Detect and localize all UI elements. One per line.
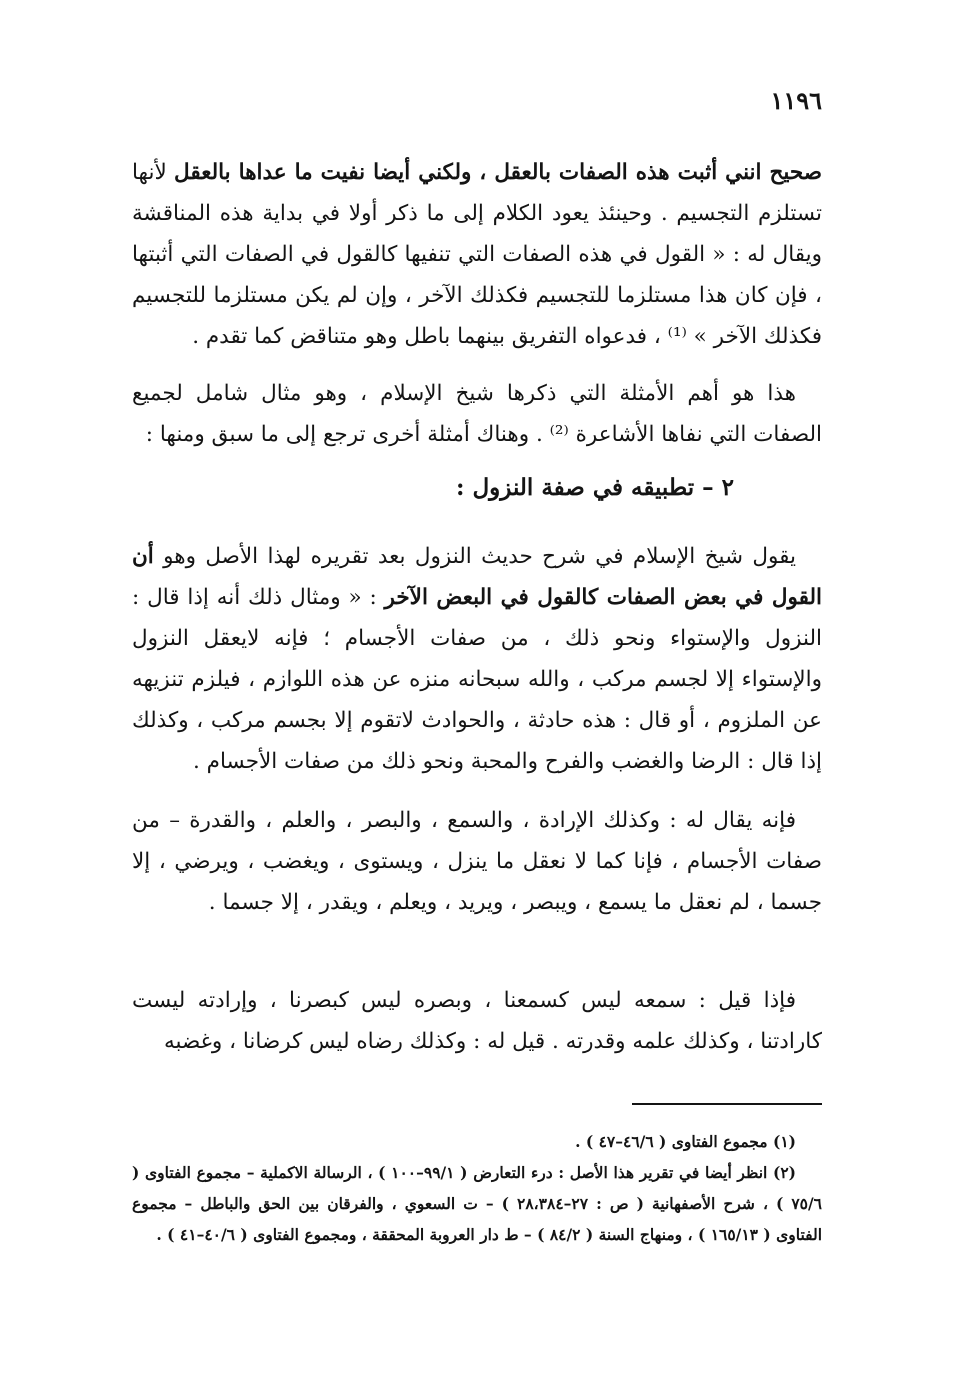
paragraph-3-rest: : « ومثال ذلك أنه إذا قال : النزول والإستواء ونحو ذلك ، من صفات الأجسام ؛ فإنه لايعقل النزول والإستواء إلا لجسم مركب ، والله سبحانه منزه عن هذه اللوازم ، فيلزم تنزيهه عن الملزوم ، أو قال : هذه حادثة ، والحوادث لاتقوم إلا بجسم مركب ، وكذلك إذا قال : الرضا والغضب والفرح والمحبة ونحو ذلك من صفات الأجسام . <box>132 585 822 774</box>
paragraph-3 <box>132 536 822 782</box>
footnote-divider <box>632 1103 822 1105</box>
footnote-2: (٢) انظر أيضا في تقرير هذا الأصل : درء التعارض ( ٩٩/١–١٠٠ ) ، الرسالة الاكملية – مجموع الفتاوى ( ٧٥/٦ ) ، شرح الأصفهانية ( ص : ٢٧–٢٨،٣٨٤ ) – ت السعوي ، والفرقان بين الحق والباطل – مجموع الفتاوى ( ١٦٥/١٣ ) ، ومنهاج السنة ( ٨٤/٢ ) – ط دار العروبة المحققة ، ومجموع الفتاوى ( ٤٠/٦–٤١ ) . <box>132 1163 822 1244</box>
footnote-1: (١) مجموع الفتاوى ( ٤٦/٦–٤٧ ) . <box>575 1132 796 1151</box>
paragraph-1-rest: لأنها تستلزم التجسيم . وحينئذ يعود الكلام إلى ما ذكر أولا في بداية هذه المناقشة ويقال له : « القول في هذه الصفات التي تنفيها كالقول في الصفات التي أثبتها ، فإن كان هذا مستلزما للتجسيم فكذلك الآخر ، وإن لم يكن مستلزما للتجسيم فكذلك الآخر » ⁽¹⁾ ، فدعواه التفريق بينهما باطل وهو متناقض كما تقدم . <box>132 160 822 349</box>
paragraph-4 <box>132 800 822 923</box>
paragraph-5-text: فإذا قيل : سمعه ليس كسمعنا ، وبصره ليس كبصرنا ، وإرادته ليست كارادتنا ، وكذلك علمه وقدرته . قيل له : وكذلك رضاه ليس كرضانا ، وغضبه <box>132 988 822 1054</box>
page-number: ١١٩٦ <box>770 86 822 115</box>
paragraph-1-bold-opening: صحيح انني أثبت هذه الصفات بالعقل ، ولكني أيضا نفيت ما عداها بالعقل <box>174 160 822 185</box>
paragraph-2-text: هذا هو أهم الأمثلة التي ذكرها شيخ الإسلام ، وهو مثال شامل لجميع الصفات التي نفاها الأشاعرة ⁽²⁾ . وهناك أمثلة أخرى ترجع إلى ما سبق ومنها : <box>132 381 822 447</box>
paragraph-3-bold: أن القول في بعض الصفات كالقول في البعض الآخر <box>132 544 822 610</box>
footnotes <box>132 1126 822 1250</box>
paragraph-5 <box>132 980 822 1062</box>
section-heading: ٢ – تطبيقه في صفة النزول : <box>455 474 734 501</box>
paragraph-1 <box>132 152 822 357</box>
paragraph-4-text: فإنه يقال له : وكذلك الإرادة ، والسمع ، والبصر ، والعلم ، والقدرة – من صفات الأجسام ، فإنا كما لا نعقل ما ينزل ، ويستوى ، ويغضب ، ويرضي ، إلا جسما ، لم نعقل ما يسمع ، ويبصر ، ويريد ، ويعلم ، ويقدر ، إلا جسما . <box>132 808 822 915</box>
paragraph-2 <box>132 373 822 455</box>
paragraph-3-intro: يقول شيخ الإسلام في شرح حديث النزول بعد تقريره لهذا الأصل وهو <box>153 544 796 569</box>
